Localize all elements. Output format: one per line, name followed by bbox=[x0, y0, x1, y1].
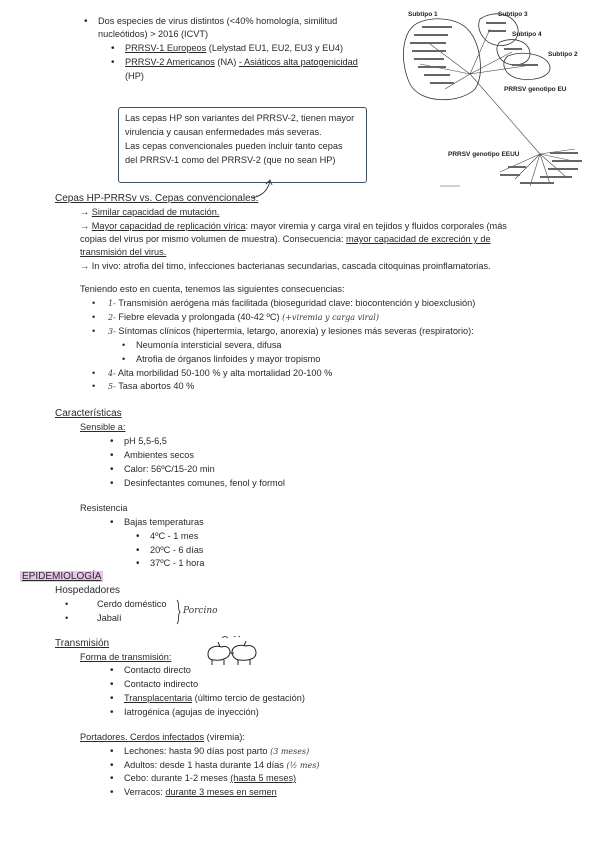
cepas-line-3 bbox=[80, 234, 491, 246]
arrow-icon: → bbox=[80, 221, 92, 231]
temperature-item: • 4ºC - 1 mes bbox=[150, 531, 198, 543]
handwritten-note: (3 meses) bbox=[270, 747, 310, 756]
phylogenetic-tree-figure bbox=[400, 4, 595, 194]
pigs-drawing-icon bbox=[204, 636, 260, 668]
consequence-3-sub-1: • Neumonía intersticial severa, difusa bbox=[122, 340, 282, 350]
temperature-item: • 37ºC - 1 hora bbox=[150, 558, 204, 570]
consequence-3: • 3- Síntomas clínicos (hipertermia, letargo, anorexia) y lesiones más severas (respiratorio): bbox=[92, 326, 474, 336]
prrsv1-line bbox=[125, 43, 343, 55]
consequence-num: 2- bbox=[108, 313, 116, 322]
cepas-line-1 bbox=[80, 207, 219, 219]
tree-label-genotipo-eu: PRRSV genotipo EU bbox=[504, 86, 567, 93]
cepas-title bbox=[55, 193, 258, 206]
host-item: • Cerdo doméstico bbox=[65, 599, 167, 609]
intro-line-1: • Dos especies de virus distintos (<40% homología, similitud bbox=[98, 16, 337, 28]
cepas-line-2 bbox=[80, 221, 507, 233]
transmision-title-text: Transmisión bbox=[55, 638, 110, 649]
consequence-text: Alta morbilidad 50-100 % y alta mortalidad 20-100 % bbox=[117, 368, 333, 378]
sensible-item: • Ambientes secos bbox=[124, 450, 194, 462]
intro-line-2: nucleótidos) > 2016 (ICVT) bbox=[98, 29, 209, 39]
handwritten-note: (+viremia y carga viral) bbox=[282, 313, 379, 322]
hospedadores-title: Hospedadores bbox=[55, 585, 121, 596]
portadores-title bbox=[80, 732, 245, 744]
transmision-title bbox=[55, 638, 109, 651]
cepas-title-text: Cepas HP-PRRSv vs. Cepas convencionales: bbox=[55, 193, 259, 204]
tree-label-genotipo-eeuu: PRRSV genotipo EEUU bbox=[448, 151, 520, 158]
consequence-num: 4- bbox=[108, 369, 116, 378]
epidemiologia-title bbox=[20, 571, 103, 584]
callout-line-4: del PRRSV-1 como del PRRSV-2 (que no sean HP) bbox=[125, 155, 336, 165]
cepas-replication-rest: : mayor viremia y carga viral en tejidos y fluidos corporales (más bbox=[245, 221, 507, 231]
cepas-consequence: mayor capacidad de excreción y de bbox=[346, 234, 491, 244]
consequence-num: 3- bbox=[108, 327, 116, 336]
prrsv1-label: PRRSV-1 Europeos bbox=[125, 43, 207, 53]
forma-title-text: Forma de transmisión: bbox=[80, 652, 172, 662]
consequence-text: Fiebre elevada y prolongada (40-42 ºC) bbox=[118, 312, 280, 322]
tree-label-subtipo2: Subtipo 2 bbox=[548, 51, 578, 58]
callout-line-1: Las cepas HP son variantes del PRRSV-2, tienen mayor bbox=[125, 113, 355, 123]
temperature-item: • 20ºC - 6 días bbox=[150, 545, 203, 557]
portadores-title-rest: (viremia): bbox=[204, 732, 245, 742]
prrsv2-line bbox=[125, 57, 358, 69]
host-item: • Jabalí bbox=[65, 613, 122, 623]
carrier-item: • Lechones: hasta 90 días post parto (3 meses) bbox=[124, 746, 309, 758]
tree-label-subtipo4: Subtipo 4 bbox=[512, 31, 542, 38]
consequence-2: • 2- Fiebre elevada y prolongada (40-42 ºC) (+viremia y carga viral) bbox=[92, 312, 379, 322]
sensible-item: • Calor: 56ºC/15-20 min bbox=[124, 464, 215, 476]
prrsv2-label: PRRSV-2 Americanos bbox=[125, 57, 215, 67]
cepas-copies: copias del virus por mismo volumen de muestra). Consecuencia: bbox=[80, 234, 347, 244]
forma-title bbox=[80, 652, 171, 664]
forma-item-transplacentaria: • Transplacentaria (último tercio de gestación) bbox=[124, 693, 305, 705]
forma-item: • Contacto directo bbox=[124, 665, 191, 677]
caracteristicas-title-text: Características bbox=[55, 408, 122, 419]
prrsv1-detail: (Lelystad EU1, EU2, EU3 y EU4) bbox=[206, 43, 344, 53]
prrsv2-hp: (HP) bbox=[125, 71, 144, 81]
cepas-mutation: Similar capacidad de mutación. bbox=[91, 207, 220, 217]
carrier-item: • Cebo: durante 1-2 meses (hasta 5 meses) bbox=[124, 773, 296, 785]
porcino-note: Porcino bbox=[183, 606, 218, 616]
consequence-4: • 4- Alta morbilidad 50-100 % y alta mortalidad 20-100 % bbox=[92, 368, 333, 378]
cepas-line-4 bbox=[80, 247, 166, 259]
arrow-icon: → bbox=[80, 207, 92, 217]
forma-item: • Contacto indirecto bbox=[124, 679, 198, 691]
epidemiologia-title-text: EPIDEMIOLOGÍA bbox=[22, 571, 102, 582]
cepas-replication: Mayor capacidad de replicación vírica bbox=[91, 221, 246, 231]
consequence-text: Tasa abortos 40 % bbox=[118, 381, 195, 391]
bajas-temperaturas: • Bajas temperaturas bbox=[124, 517, 204, 529]
tree-label-subtipo3: Subtipo 3 bbox=[498, 11, 528, 18]
consequence-num: 1- bbox=[108, 299, 116, 308]
sensible-item: • pH 5,5-6,5 bbox=[124, 436, 167, 448]
consequence-text: Síntomas clínicos (hipertermia, letargo, anorexia) y lesiones más severas (respiratorio): bbox=[118, 326, 474, 336]
prrsv2-asian: - Asiáticos alta patogenicidad bbox=[238, 57, 358, 67]
caracteristicas-title bbox=[55, 408, 122, 421]
consequence-3-sub-2: • Atrofia de órganos linfoides y mayor tropismo bbox=[122, 354, 321, 364]
consequence-num: 5- bbox=[108, 382, 116, 391]
consequence-5: • 5- Tasa abortos 40 % bbox=[92, 381, 195, 391]
consequences-intro: Teniendo esto en cuenta, tenemos las siguientes consecuencias: bbox=[80, 284, 345, 294]
portadores-title-text: Portadores. Cerdos infectados bbox=[80, 732, 205, 742]
callout-line-2: virulencia y causan enfermedades más severas. bbox=[125, 127, 322, 137]
callout-line-3: Las cepas convencionales pueden incluir tanto cepas bbox=[125, 141, 343, 151]
sensible-item: • Desinfectantes comunes, fenol y formol bbox=[124, 478, 285, 490]
resistencia-label: Resistencia bbox=[80, 503, 128, 513]
handwritten-note: (½ mes) bbox=[286, 761, 320, 770]
tree-label-subtipo1: Subtipo 1 bbox=[408, 11, 438, 18]
cepas-line-5: → In vivo: atrofia del timo, infecciones bacterianas secundarias, cascada citoquinas proinflamatorias. bbox=[80, 261, 491, 271]
prrsv2-na: (NA) bbox=[214, 57, 239, 67]
carrier-item: • Adultos: desde 1 hasta durante 14 días (½ mes) bbox=[124, 760, 319, 772]
cepas-transmission: transmisión del virus. bbox=[80, 247, 167, 257]
sensible-label: Sensible a: bbox=[80, 422, 126, 432]
carrier-item: • Verracos: durante 3 meses en semen bbox=[124, 787, 277, 799]
consequence-1: • 1- Transmisión aerógena más facilitada (bioseguridad clave: biocontención y bioexclusión) bbox=[92, 298, 476, 308]
forma-item: • Iatrogénica (agujas de inyección) bbox=[124, 707, 259, 719]
consequence-text: Transmisión aerógena más facilitada (bioseguridad clave: biocontención y bioexclusión) bbox=[118, 298, 476, 308]
